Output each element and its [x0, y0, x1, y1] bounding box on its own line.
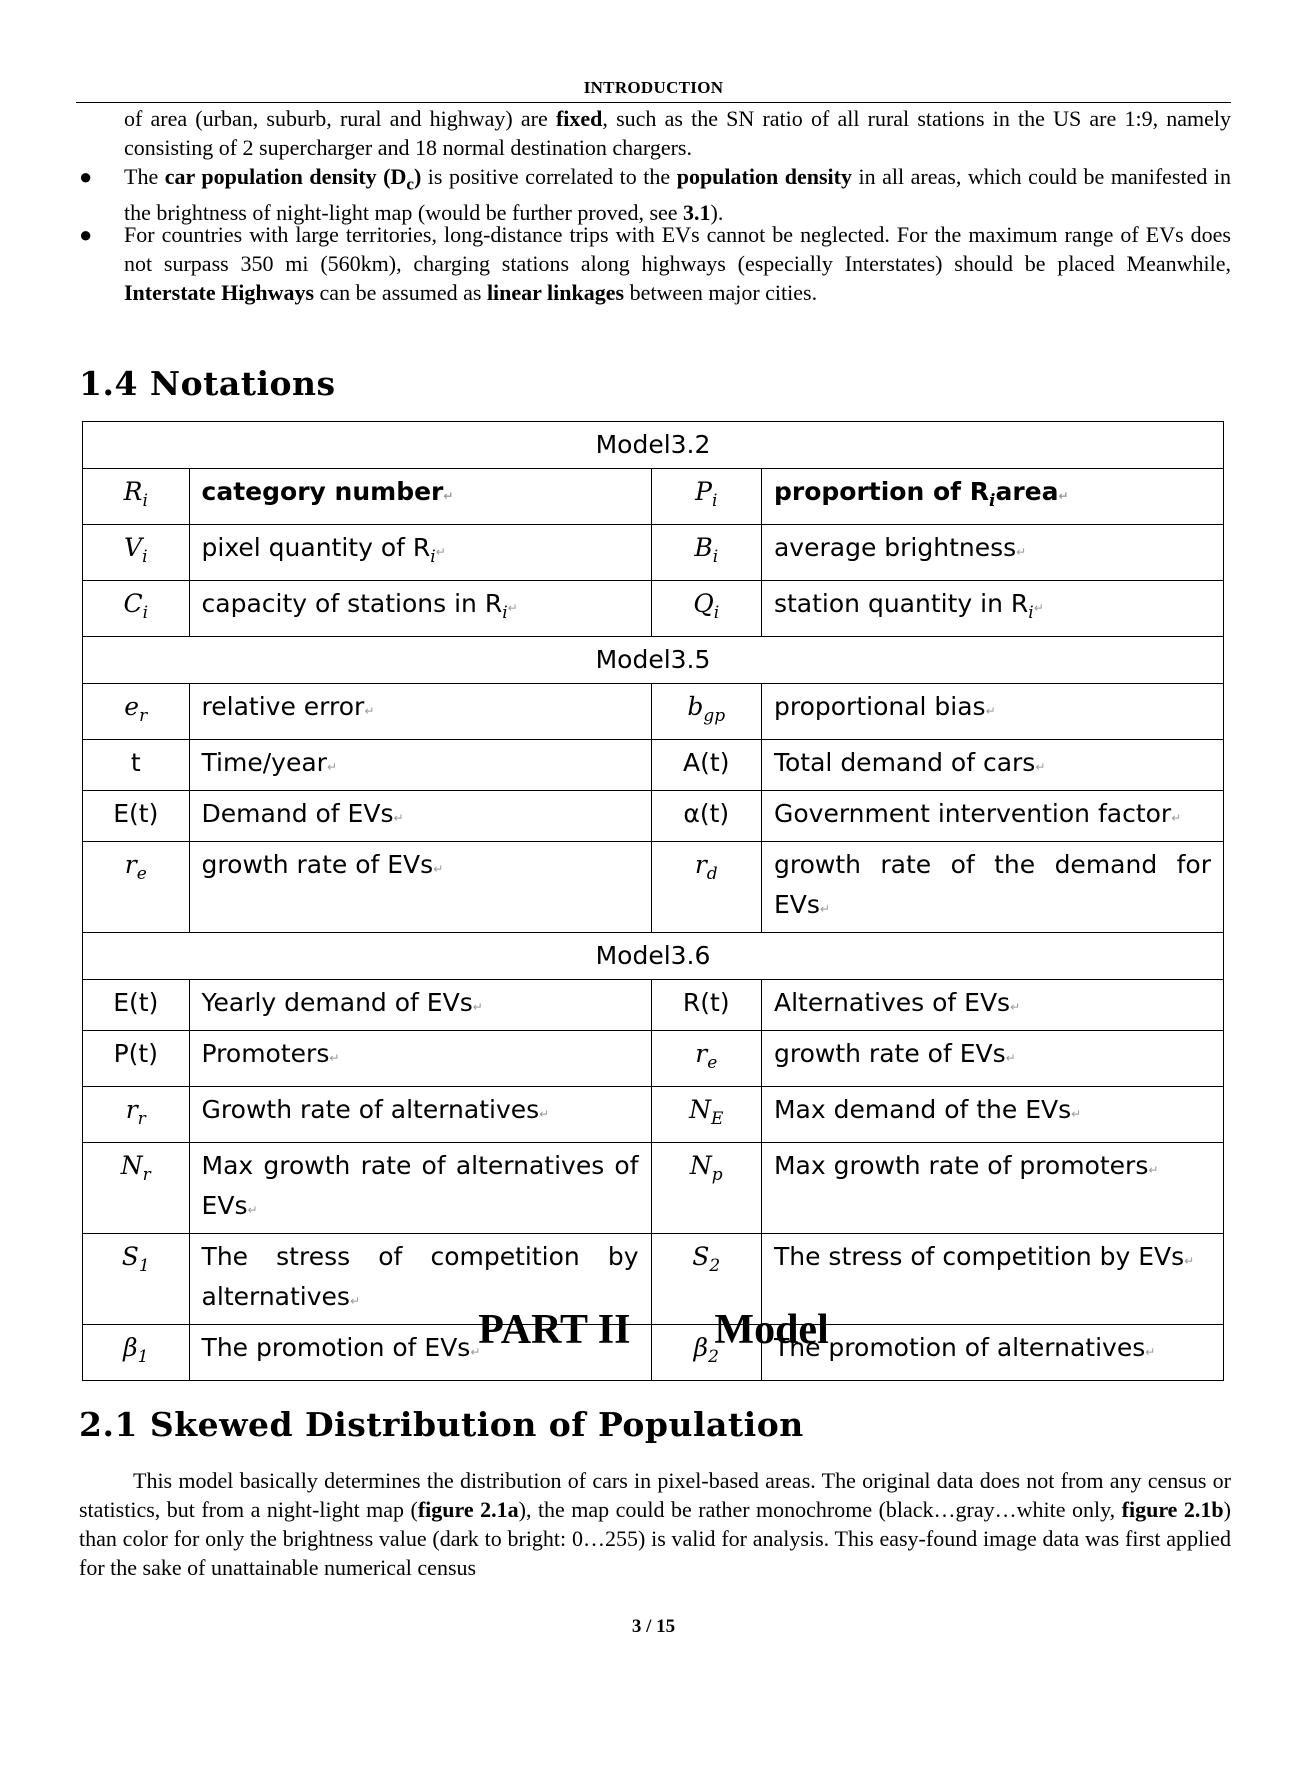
- bullet-icon: ●: [79, 222, 93, 247]
- description: Total demand of cars: [773, 748, 1036, 777]
- return-mark-icon: ↵: [364, 704, 375, 718]
- symbol-cell: [83, 1087, 190, 1143]
- symbol-cell: [651, 980, 761, 1031]
- header-rule: [76, 102, 1231, 103]
- symbol: r: [125, 1095, 138, 1124]
- symbol: t: [130, 748, 141, 777]
- symbol-subscript: r: [137, 1109, 146, 1129]
- description: Yearly demand of EVs: [201, 988, 473, 1017]
- description-cell: [761, 791, 1223, 842]
- model-row: [83, 933, 1224, 980]
- description: capacity of stations in R: [201, 589, 503, 618]
- bullet-icon: ●: [79, 164, 93, 189]
- text-run: car population density (D: [164, 164, 407, 189]
- description: category number: [201, 477, 444, 506]
- symbol: S: [121, 1242, 139, 1271]
- notation-row: [83, 791, 1224, 842]
- symbol-cell: [83, 842, 190, 933]
- return-mark-icon: ↵: [1035, 760, 1046, 774]
- description: station quantity in R: [773, 589, 1029, 618]
- bullet-item-highways: [124, 220, 1231, 307]
- notation-row: [83, 1031, 1224, 1087]
- symbol-cell: [83, 980, 190, 1031]
- symbol: P: [695, 477, 712, 506]
- bold-term: Interstate Highways: [124, 280, 315, 305]
- text-run: ), the map could be rather monochrome (black…gray…white only,: [518, 1497, 1122, 1522]
- description-cell: [761, 980, 1223, 1031]
- symbol: N: [120, 1151, 143, 1180]
- description: Growth rate of alternatives: [201, 1095, 540, 1124]
- symbol-cell: [83, 740, 190, 791]
- bold-term: fixed: [555, 106, 603, 131]
- description: Max growth rate of promoters: [773, 1151, 1149, 1180]
- figure-ref: figure 2.1a: [417, 1497, 519, 1522]
- return-mark-icon: ↵: [1184, 1254, 1195, 1268]
- description: Time/year: [201, 748, 327, 777]
- return-mark-icon: ↵: [247, 1203, 258, 1217]
- notation-row: [83, 581, 1224, 637]
- return-mark-icon: ↵: [435, 545, 446, 559]
- text-run: This model basically determines the distribution of cars in pixel-based areas. The original data does not from any census or statistics, but from a night-light map (: [79, 1468, 1231, 1522]
- description: The stress of competition by EVs: [773, 1242, 1185, 1271]
- symbol-subscript: 1: [137, 1347, 149, 1367]
- symbol: e: [124, 692, 140, 721]
- return-mark-icon: ↵: [819, 902, 830, 916]
- symbol: β: [693, 1333, 709, 1362]
- section-heading-notations: 1.4 Notations: [79, 364, 336, 403]
- symbol-cell: [651, 684, 761, 740]
- subscript: i: [430, 547, 436, 567]
- notation-table-body: [83, 422, 1224, 1381]
- symbol: N: [689, 1095, 711, 1124]
- description: The stress of competition by alternatives: [201, 1242, 639, 1311]
- description: Promoters: [201, 1039, 330, 1068]
- subscript: i: [1028, 603, 1034, 623]
- symbol-subscript: r: [142, 1165, 151, 1185]
- description: Max growth rate of alternatives of EVs: [201, 1151, 639, 1220]
- figure-ref: figure 2.1b: [1121, 1497, 1224, 1522]
- symbol: N: [689, 1151, 712, 1180]
- notation-row: [83, 842, 1224, 933]
- symbol: S: [692, 1242, 710, 1271]
- description-cell: [761, 469, 1223, 525]
- symbol-subscript: i: [712, 547, 719, 567]
- symbol: r: [695, 1039, 708, 1068]
- description-cell: [761, 525, 1223, 581]
- symbol-subscript: i: [142, 547, 148, 567]
- return-mark-icon: ↵: [433, 862, 444, 876]
- symbol-cell: [651, 1143, 761, 1234]
- description-cell: [189, 1031, 651, 1087]
- symbol-subscript: E: [710, 1109, 724, 1129]
- notation-row: [83, 1087, 1224, 1143]
- model-row: [83, 422, 1224, 469]
- subscript: i: [989, 491, 996, 511]
- text-run: For countries with large territories, long-distance trips with EVs cannot be neglected. For the maximum range of EVs does not surpass 350 mi (560km), charging stations along highways (especially Interstates) should be placed Meanwhile,: [124, 222, 1231, 276]
- description: proportion of R: [773, 477, 989, 506]
- symbol-subscript: r: [139, 706, 148, 726]
- notation-row: [83, 740, 1224, 791]
- description-cell: [761, 842, 1223, 933]
- symbol: A(t): [683, 748, 730, 777]
- return-mark-icon: ↵: [329, 1051, 340, 1065]
- notation-row: [83, 1143, 1224, 1234]
- description: growth rate of the demand for EVs: [773, 850, 1211, 919]
- symbol-subscript: i: [142, 491, 148, 511]
- return-mark-icon: ↵: [443, 489, 454, 503]
- description-cell: [761, 1031, 1223, 1087]
- symbol-cell: [651, 1087, 761, 1143]
- description-tail: area: [995, 477, 1059, 506]
- bold-term: 3.1: [683, 200, 711, 226]
- section-heading-skewed-distribution: 2.1 Skewed Distribution of Population: [79, 1405, 804, 1444]
- page-number: 3 / 15: [631, 1616, 676, 1637]
- description: relative error: [201, 692, 365, 721]
- description: proportional bias: [773, 692, 986, 721]
- return-mark-icon: ↵: [507, 601, 518, 615]
- symbol-cell: [83, 1143, 190, 1234]
- symbol-cell: [83, 1031, 190, 1087]
- text-run: ) than color for only the brightness value (dark to bright: 0…255) is valid for analysis. This easy-found image data was first applied for the sake of unattainable numerical census: [79, 1497, 1231, 1580]
- symbol-cell: [651, 791, 761, 842]
- description-cell: [761, 1143, 1223, 1234]
- description-cell: [189, 980, 651, 1031]
- subscript: i: [502, 603, 508, 623]
- description-cell: [189, 469, 651, 525]
- symbol: R: [123, 477, 143, 506]
- symbol-cell: [83, 469, 190, 525]
- description: growth rate of EVs: [773, 1039, 1006, 1068]
- return-mark-icon: ↵: [1171, 811, 1182, 825]
- description: pixel quantity of R: [201, 533, 431, 562]
- notation-row: [83, 525, 1224, 581]
- symbol-subscript: 2: [709, 1256, 721, 1276]
- description-cell: [189, 684, 651, 740]
- return-mark-icon: ↵: [1145, 1345, 1156, 1359]
- symbol: C: [123, 589, 143, 618]
- symbol-cell: [83, 684, 190, 740]
- description-cell: [761, 1087, 1223, 1143]
- continuation-paragraph: [124, 104, 1231, 162]
- notation-table: [82, 421, 1224, 1381]
- bold-term: [164, 164, 422, 194]
- notation-row: [83, 684, 1224, 740]
- subscript: c: [406, 174, 414, 194]
- return-mark-icon: ↵: [985, 704, 996, 718]
- description: Demand of EVs: [201, 799, 394, 828]
- description-cell: [189, 1143, 651, 1234]
- return-mark-icon: ↵: [1148, 1163, 1159, 1177]
- symbol-subscript: d: [706, 864, 718, 884]
- text-run: can be assumed as: [314, 280, 487, 305]
- description-cell: [761, 740, 1223, 791]
- return-mark-icon: ↵: [326, 760, 337, 774]
- bullet-item-car-density: [124, 162, 1231, 227]
- symbol-cell: [83, 525, 190, 581]
- symbol: P(t): [113, 1039, 158, 1068]
- symbol-subscript: gp: [703, 706, 726, 726]
- description-cell: [189, 525, 651, 581]
- return-mark-icon: ↵: [1005, 1051, 1016, 1065]
- symbol-subscript: e: [136, 864, 147, 884]
- symbol: V: [124, 533, 143, 562]
- symbol: E(t): [113, 799, 159, 828]
- return-mark-icon: ↵: [470, 1345, 481, 1359]
- symbol-cell: [651, 842, 761, 933]
- symbol-subscript: e: [707, 1053, 718, 1073]
- symbol-subscript: i: [713, 603, 720, 623]
- description: Alternatives of EVs: [773, 988, 1011, 1017]
- symbol-subscript: i: [142, 603, 149, 623]
- text-run: ).: [710, 200, 724, 226]
- symbol: E(t): [113, 988, 159, 1017]
- return-mark-icon: ↵: [1016, 545, 1027, 559]
- return-mark-icon: ↵: [1071, 1107, 1082, 1121]
- part-title: Model: [714, 1307, 829, 1353]
- symbol: b: [687, 692, 704, 721]
- symbol: Q: [693, 589, 714, 618]
- description-cell: [189, 740, 651, 791]
- description-cell: [761, 684, 1223, 740]
- return-mark-icon: ↵: [1033, 601, 1044, 615]
- description-cell: [189, 1087, 651, 1143]
- symbol-subscript: 2: [708, 1347, 719, 1367]
- symbol-subscript: 1: [138, 1256, 150, 1276]
- bold-term: linear linkages: [486, 280, 625, 305]
- symbol-cell: [651, 581, 761, 637]
- bold-term: population density: [676, 164, 852, 189]
- text-run: is positive correlated to the: [421, 164, 677, 189]
- return-mark-icon: ↵: [1058, 489, 1069, 503]
- symbol: r: [694, 850, 707, 879]
- text-run: , such as the SN ratio of all rural stations in the US are 1:9, namely consisting of 2 supercharger and 18 normal destination chargers.: [124, 106, 1231, 160]
- notation-row: [83, 980, 1224, 1031]
- symbol-cell: [651, 1031, 761, 1087]
- return-mark-icon: ↵: [393, 811, 404, 825]
- return-mark-icon: ↵: [349, 1294, 361, 1308]
- description: average brightness: [773, 533, 1017, 562]
- return-mark-icon: ↵: [539, 1107, 550, 1121]
- text-run: in all areas, which could be manifested in the brightness of night-light map (would be further proved, see: [124, 164, 1232, 226]
- description: The promotion of alternatives: [773, 1333, 1146, 1362]
- symbol-cell: [83, 791, 190, 842]
- part-heading: [0, 1306, 1307, 1354]
- symbol: α(t): [683, 799, 730, 828]
- description-cell: [189, 581, 651, 637]
- description-cell: [761, 581, 1223, 637]
- notation-row: [83, 469, 1224, 525]
- body-paragraph: [79, 1466, 1231, 1582]
- text-run: The: [124, 164, 165, 189]
- model-label: Model3.2: [83, 422, 1224, 469]
- model-row: [83, 637, 1224, 684]
- model-label: Model3.6: [83, 933, 1224, 980]
- symbol-cell: [651, 525, 761, 581]
- description: Government intervention factor: [773, 799, 1172, 828]
- model-label: Model3.5: [83, 637, 1224, 684]
- running-header: INTRODUCTION: [583, 78, 724, 97]
- symbol: r: [124, 850, 137, 879]
- symbol-subscript: p: [711, 1165, 723, 1185]
- text-run: between major cities.: [624, 280, 818, 305]
- part-label: PART II: [478, 1307, 631, 1353]
- symbol-cell: [83, 581, 190, 637]
- description: Max demand of the EVs: [773, 1095, 1072, 1124]
- return-mark-icon: ↵: [472, 1000, 483, 1014]
- text-run: ): [413, 164, 422, 189]
- symbol: β: [123, 1333, 138, 1362]
- description: growth rate of EVs: [201, 850, 434, 879]
- symbol: R(t): [682, 988, 730, 1017]
- text-run: of area (urban, suburb, rural and highway) are: [124, 106, 556, 131]
- symbol-cell: [651, 469, 761, 525]
- description-cell: [189, 842, 651, 933]
- description: The promotion of EVs: [201, 1333, 471, 1362]
- return-mark-icon: ↵: [1010, 1000, 1021, 1014]
- symbol: B: [694, 533, 713, 562]
- symbol-subscript: i: [711, 491, 718, 511]
- symbol-cell: [651, 740, 761, 791]
- description-cell: [189, 791, 651, 842]
